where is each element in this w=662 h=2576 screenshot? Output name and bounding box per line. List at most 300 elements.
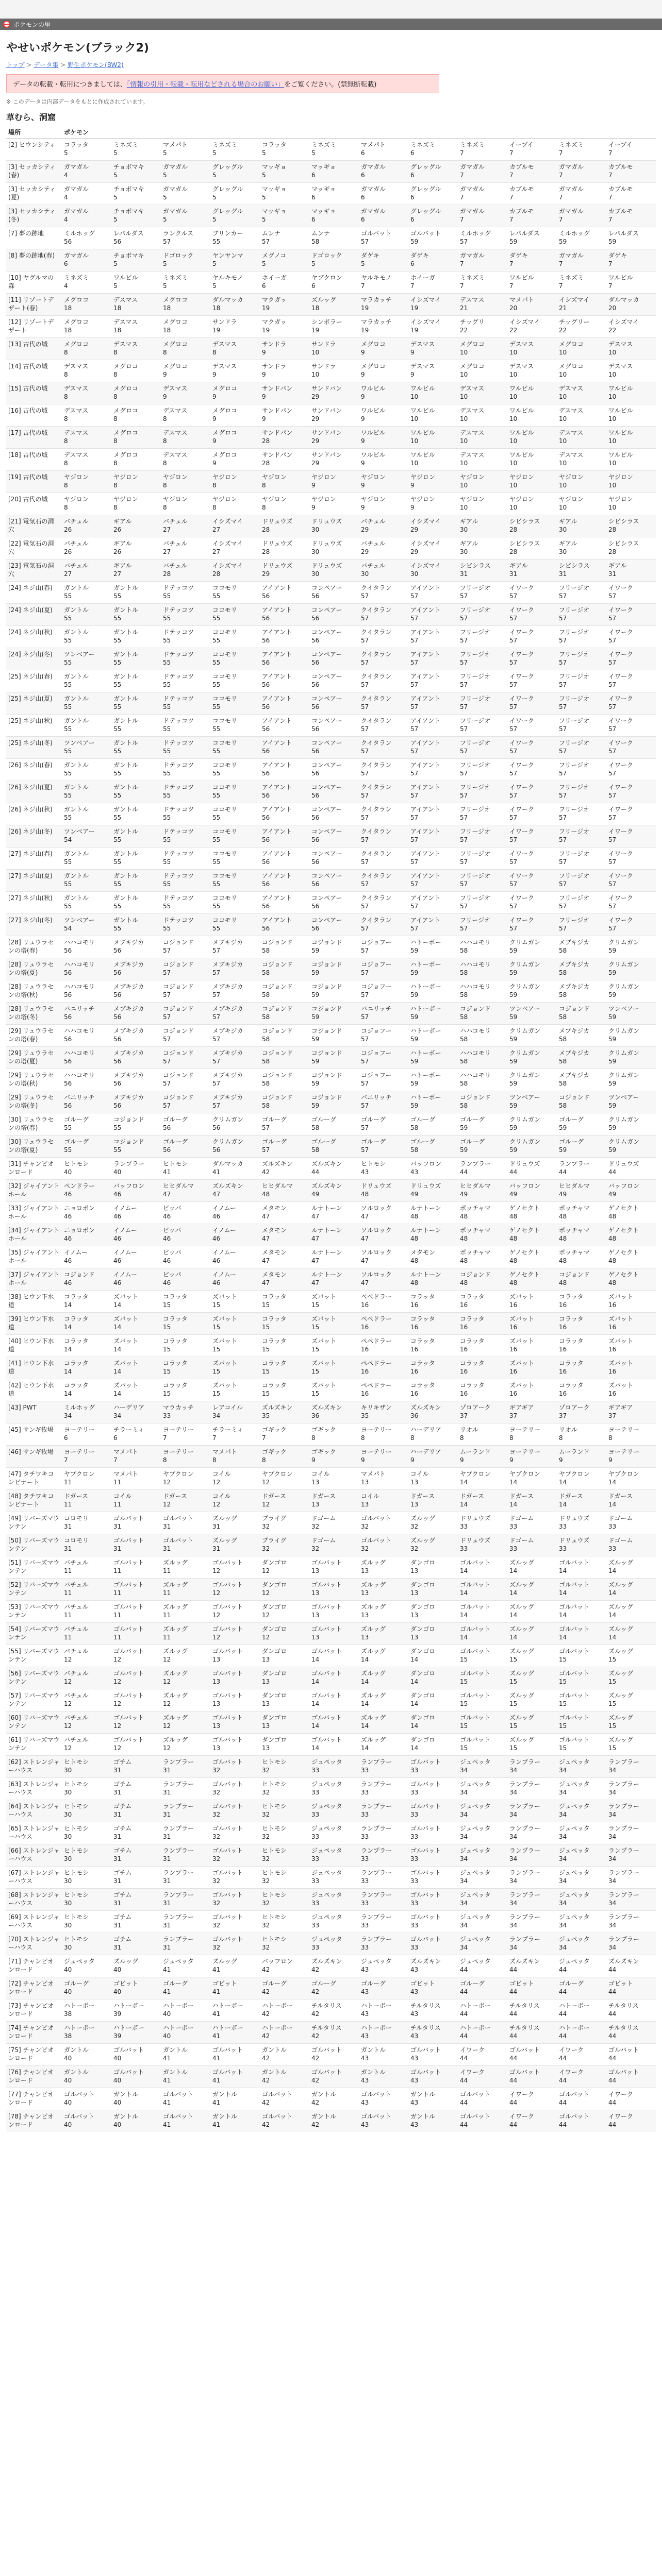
pokemon-name-link[interactable]: ランプラー — [460, 1160, 491, 1167]
pokemon-name-link[interactable]: ドテッコツ — [163, 806, 194, 813]
pokemon-name-link[interactable]: コジョフー — [361, 1049, 392, 1057]
pokemon-name-link[interactable]: ゴルバット — [64, 2091, 95, 2098]
pokemon-name-link[interactable]: メブキジカ — [113, 1027, 144, 1035]
pokemon-name-link[interactable]: ズバット — [212, 1360, 238, 1367]
pokemon-name-link[interactable]: ズバット — [608, 1360, 634, 1367]
pokemon-name-link[interactable]: メブキジカ — [113, 1094, 144, 1101]
pokemon-name-link[interactable]: サンドパン — [311, 451, 342, 459]
pokemon-name-link[interactable]: ゲノセクト — [608, 1249, 639, 1256]
pokemon-name-link[interactable]: コジョンド — [163, 1094, 194, 1101]
pokemon-name-link[interactable]: ダルマッカ — [608, 296, 639, 303]
pokemon-name-link[interactable]: ミネズミ — [460, 141, 485, 148]
pokemon-name-link[interactable]: ニョロボン — [64, 1227, 95, 1234]
pokemon-name-link[interactable]: ゴルバット — [113, 1581, 144, 1588]
pokemon-name-link[interactable]: デスマス — [163, 407, 188, 414]
pokemon-name-link[interactable]: ゴルバット — [410, 1936, 441, 1943]
pokemon-name-link[interactable]: デスマス — [559, 385, 584, 392]
pokemon-name-link[interactable]: デスマス — [64, 363, 89, 370]
pokemon-name-link[interactable]: バチュル — [64, 1603, 89, 1611]
pokemon-name-link[interactable]: コンペアー — [311, 606, 342, 614]
pokemon-name-link[interactable]: ドリュウズ — [311, 540, 342, 547]
breadcrumb-top-link[interactable]: トップ — [6, 61, 25, 69]
pokemon-name-link[interactable]: イシズマイ — [509, 318, 540, 326]
pokemon-name-link[interactable]: ジュペッタ — [559, 1891, 590, 1899]
pokemon-name-link[interactable]: ダンゴロ — [410, 1603, 436, 1611]
pokemon-name-link[interactable]: ヨーテリー — [163, 1426, 194, 1433]
pokemon-name-link[interactable]: ゴルバット — [410, 1913, 441, 1921]
pokemon-name-link[interactable]: ランプラー — [361, 1913, 392, 1921]
pokemon-name-link[interactable]: ルナトーン — [410, 1205, 441, 1212]
pokemon-name-link[interactable]: ズルッグ — [113, 1958, 139, 1965]
pokemon-name-link[interactable]: デスマス — [113, 341, 138, 348]
pokemon-name-link[interactable]: グレッグル — [212, 208, 243, 215]
pokemon-name-link[interactable]: ズルズキン — [311, 1404, 342, 1411]
pokemon-name-link[interactable]: コンペアー — [311, 761, 342, 769]
pokemon-name-link[interactable]: ヤブクロン — [163, 1470, 194, 1478]
pokemon-name-link[interactable]: コラッタ — [262, 1360, 287, 1367]
pokemon-name-link[interactable]: リオル — [460, 1426, 478, 1433]
pokemon-name-link[interactable]: ゴルーグ — [410, 1116, 436, 1123]
pokemon-name-link[interactable]: ズルッグ — [361, 1736, 386, 1743]
pokemon-name-link[interactable]: ランプラー — [509, 1803, 541, 1810]
pokemon-name-link[interactable]: ルナトーン — [311, 1227, 342, 1234]
pokemon-name-link[interactable]: バチュル — [64, 1714, 89, 1721]
pokemon-name-link[interactable]: ゴルバット — [113, 1648, 144, 1655]
pokemon-name-link[interactable]: ヨーテリー — [361, 1426, 392, 1433]
pokemon-name-link[interactable]: ペペドラー — [361, 1360, 392, 1367]
pokemon-name-link[interactable]: メグロコ — [212, 385, 238, 392]
pokemon-name-link[interactable]: クイタラン — [361, 584, 392, 591]
pokemon-name-link[interactable]: メグノコ — [262, 252, 287, 259]
pokemon-name-link[interactable]: バッフロン — [608, 1182, 640, 1190]
pokemon-name-link[interactable]: ランプラー — [163, 1803, 194, 1810]
pokemon-name-link[interactable]: ココモリ — [212, 917, 238, 924]
pokemon-name-link[interactable]: イーブイ — [608, 141, 633, 148]
pokemon-name-link[interactable]: ゲノセクト — [608, 1227, 639, 1234]
pokemon-name-link[interactable]: ジュペッタ — [460, 1803, 491, 1810]
pokemon-name-link[interactable]: プライグ — [262, 1537, 287, 1544]
pokemon-name-link[interactable]: ゴルバット — [212, 1714, 243, 1721]
pokemon-name-link[interactable]: ゲノセクト — [509, 1271, 540, 1278]
pokemon-name-link[interactable]: ポッチャマ — [460, 1205, 491, 1212]
pokemon-name-link[interactable]: ギアギア — [509, 1404, 534, 1411]
pokemon-name-link[interactable]: ツンベアー — [64, 917, 95, 924]
pokemon-name-link[interactable]: ココモリ — [212, 673, 238, 680]
pokemon-name-link[interactable]: ドガース — [163, 1493, 188, 1500]
pokemon-name-link[interactable]: クリムガン — [509, 961, 541, 968]
pokemon-name-link[interactable]: サンドラ — [262, 363, 287, 370]
pokemon-name-link[interactable]: ヒトモシ — [262, 1781, 287, 1788]
pokemon-name-link[interactable]: ゴルバット — [212, 1736, 243, 1743]
pokemon-name-link[interactable]: ゴルバット — [410, 1869, 441, 1876]
pokemon-name-link[interactable]: フリージオ — [460, 717, 491, 724]
pokemon-name-link[interactable]: イワーク — [509, 806, 535, 813]
pokemon-name-link[interactable]: ズルッグ — [361, 1581, 386, 1588]
pokemon-name-link[interactable]: ギアギア — [608, 1404, 633, 1411]
pokemon-name-link[interactable]: フリージオ — [559, 850, 590, 857]
pokemon-name-link[interactable]: ワルビル — [410, 407, 435, 414]
pokemon-name-link[interactable]: コジョンド — [163, 961, 194, 968]
pokemon-name-link[interactable]: ペンドラー — [64, 1182, 95, 1190]
pokemon-name-link[interactable]: ハトーボー — [410, 939, 441, 946]
pokemon-name-link[interactable]: メブキジカ — [113, 983, 144, 990]
pokemon-name-link[interactable]: ゴルバット — [113, 2069, 144, 2076]
pokemon-name-link[interactable]: ワルビル — [410, 429, 435, 436]
pokemon-name-link[interactable]: コジョンド — [559, 1271, 590, 1278]
pokemon-name-link[interactable]: ゴルバット — [311, 1559, 342, 1566]
pokemon-name-link[interactable]: ミネズミ — [460, 274, 485, 281]
pokemon-name-link[interactable]: ハトーボー — [163, 2024, 194, 2031]
pokemon-name-link[interactable]: ゴルバット — [113, 1559, 144, 1566]
pokemon-name-link[interactable]: ゴルーグ — [361, 1138, 386, 1145]
pokemon-name-link[interactable]: ガントル — [311, 2113, 337, 2120]
pokemon-name-link[interactable]: ゴルバット — [212, 1581, 243, 1588]
pokemon-name-link[interactable]: ハハコモリ — [64, 1049, 95, 1057]
pokemon-name-link[interactable]: アイアント — [262, 606, 292, 614]
pokemon-name-link[interactable]: マメパト — [113, 1448, 138, 1455]
pokemon-name-link[interactable]: ソルロック — [361, 1271, 392, 1278]
pokemon-name-link[interactable]: メブキジカ — [212, 1027, 243, 1035]
pokemon-name-link[interactable]: チョボマキ — [113, 252, 144, 259]
pokemon-name-link[interactable]: メブキジカ — [212, 961, 243, 968]
pokemon-name-link[interactable]: ジュペッタ — [311, 1847, 342, 1854]
pokemon-name-link[interactable]: ヤジロン — [113, 496, 138, 503]
pokemon-name-link[interactable]: コジョンド — [163, 939, 194, 946]
pokemon-name-link[interactable]: ゴビット — [608, 1980, 633, 1987]
pokemon-name-link[interactable]: ポッチャマ — [460, 1249, 491, 1256]
pokemon-name-link[interactable]: ドガース — [262, 1493, 287, 1500]
pokemon-name-link[interactable]: ズルッグ — [608, 1736, 634, 1743]
pokemon-name-link[interactable]: ズルッグ — [509, 1670, 535, 1677]
pokemon-name-link[interactable]: チルタリス — [608, 2024, 639, 2031]
pokemon-name-link[interactable]: ゴルバット — [410, 2046, 441, 2054]
pokemon-name-link[interactable]: ドリュウズ — [460, 1515, 491, 1522]
pokemon-name-link[interactable]: シビシラス — [509, 540, 540, 547]
pokemon-name-link[interactable]: ヒトモシ — [64, 1803, 89, 1810]
pokemon-name-link[interactable]: ガントル — [361, 2069, 386, 2076]
pokemon-name-link[interactable]: ズバット — [212, 1337, 238, 1345]
pokemon-name-link[interactable]: ダンゴロ — [262, 1625, 287, 1633]
pokemon-name-link[interactable]: ハハコモリ — [460, 1027, 491, 1035]
pokemon-name-link[interactable]: ドテッコツ — [163, 850, 194, 857]
pokemon-name-link[interactable]: サンドパン — [262, 451, 293, 459]
pokemon-name-link[interactable]: ズルッグ — [163, 1625, 188, 1633]
pokemon-name-link[interactable]: メブキジカ — [559, 961, 590, 968]
pokemon-name-link[interactable]: ココモリ — [212, 584, 238, 591]
pokemon-name-link[interactable]: ヒトモシ — [262, 1758, 287, 1766]
pokemon-name-link[interactable]: ヒトモシ — [262, 1803, 287, 1810]
pokemon-name-link[interactable]: ダゲキ — [361, 252, 380, 259]
pokemon-name-link[interactable]: ミルホッグ — [460, 230, 491, 237]
pokemon-name-link[interactable]: ガマガル — [163, 163, 188, 171]
pokemon-name-link[interactable]: ココモリ — [212, 695, 238, 702]
pokemon-name-link[interactable]: ワルビル — [410, 385, 435, 392]
pokemon-name-link[interactable]: ヤジロン — [608, 496, 633, 503]
pokemon-name-link[interactable]: メブキジカ — [212, 1072, 243, 1079]
pokemon-name-link[interactable]: ドゴーム — [509, 1537, 534, 1544]
pokemon-name-link[interactable]: ハトーボー — [559, 2002, 590, 2009]
pokemon-name-link[interactable]: ズルッグ — [361, 1648, 386, 1655]
pokemon-name-link[interactable]: メグロコ — [163, 363, 188, 370]
pokemon-name-link[interactable]: グレッグル — [212, 163, 243, 171]
pokemon-name-link[interactable]: ドゴロック — [311, 252, 342, 259]
pokemon-name-link[interactable]: ゴルバット — [262, 2113, 293, 2120]
pokemon-name-link[interactable]: ツンベアー — [608, 1005, 639, 1012]
pokemon-name-link[interactable]: クリムガン — [509, 1027, 541, 1035]
pokemon-name-link[interactable]: ドリュウズ — [460, 1537, 491, 1544]
pokemon-name-link[interactable]: ツンベアー — [509, 1094, 540, 1101]
pokemon-name-link[interactable]: ミネズミ — [64, 274, 89, 281]
pokemon-name-link[interactable]: クリムガン — [212, 1116, 244, 1123]
pokemon-name-link[interactable]: ゴチム — [113, 1891, 132, 1899]
pokemon-name-link[interactable]: ガントル — [64, 2046, 89, 2054]
pokemon-name-link[interactable]: ドゴーム — [608, 1537, 633, 1544]
pokemon-name-link[interactable]: ガマガル — [361, 163, 386, 171]
pokemon-name-link[interactable]: フリージオ — [460, 828, 491, 835]
pokemon-name-link[interactable]: ワルビル — [361, 429, 386, 436]
pokemon-name-link[interactable]: ハーデリア — [113, 1404, 145, 1411]
pokemon-name-link[interactable]: ランプラー — [608, 1913, 640, 1921]
pokemon-name-link[interactable]: フリージオ — [559, 872, 590, 879]
pokemon-name-link[interactable]: ギアル — [608, 562, 627, 569]
pokemon-name-link[interactable]: ランプラー — [559, 1160, 590, 1167]
pokemon-name-link[interactable]: ズルッグ — [163, 1603, 188, 1611]
pokemon-name-link[interactable]: ニョロボン — [64, 1205, 95, 1212]
pokemon-name-link[interactable]: ゴビット — [410, 1980, 435, 1987]
pokemon-name-link[interactable]: ヤジロン — [410, 473, 435, 481]
pokemon-name-link[interactable]: クリムガン — [509, 1138, 541, 1145]
pokemon-name-link[interactable]: ドリュウズ — [262, 518, 293, 525]
pokemon-name-link[interactable]: ヤブクロン — [509, 1470, 540, 1478]
pokemon-name-link[interactable]: カブルモ — [509, 208, 534, 215]
pokemon-name-link[interactable]: ダンゴロ — [410, 1625, 436, 1633]
pokemon-name-link[interactable]: イワーク — [608, 894, 634, 902]
pokemon-name-link[interactable]: コジョンド — [163, 983, 194, 990]
pokemon-name-link[interactable]: アイアント — [262, 917, 292, 924]
pokemon-name-link[interactable]: ダンゴロ — [262, 1692, 287, 1699]
pokemon-name-link[interactable]: カブルモ — [608, 208, 633, 215]
pokemon-name-link[interactable]: ゴルーグ — [559, 1116, 584, 1123]
pokemon-name-link[interactable]: コラッタ — [410, 1337, 435, 1345]
pokemon-name-link[interactable]: バチュル — [64, 1692, 89, 1699]
pokemon-name-link[interactable]: ゴルバット — [559, 1559, 590, 1566]
pokemon-name-link[interactable]: フリージオ — [460, 872, 491, 879]
pokemon-name-link[interactable]: ズバット — [113, 1382, 139, 1389]
pokemon-name-link[interactable]: イノムー — [64, 1249, 88, 1256]
pokemon-name-link[interactable]: アイアント — [262, 761, 292, 769]
pokemon-name-link[interactable]: マラカッチ — [361, 296, 392, 303]
pokemon-name-link[interactable]: ズルッグ — [509, 1603, 535, 1611]
pokemon-name-link[interactable]: イノムー — [212, 1227, 236, 1234]
pokemon-name-link[interactable]: メグロコ — [64, 318, 89, 326]
pokemon-name-link[interactable]: イワーク — [608, 651, 634, 658]
pokemon-name-link[interactable]: メブキジカ — [212, 1005, 243, 1012]
pokemon-name-link[interactable]: ガマガル — [361, 208, 386, 215]
pokemon-name-link[interactable]: ジュペッタ — [311, 1825, 342, 1832]
pokemon-name-link[interactable]: ゴルバット — [212, 1825, 243, 1832]
pokemon-name-link[interactable]: ゴルバット — [559, 1736, 590, 1743]
pokemon-name-link[interactable]: ミルホッグ — [64, 230, 95, 237]
pokemon-name-link[interactable]: コジョンド — [559, 1094, 590, 1101]
pokemon-name-link[interactable]: ガントル — [64, 717, 89, 724]
pokemon-name-link[interactable]: コラッタ — [64, 141, 89, 148]
pokemon-name-link[interactable]: ガマガル — [559, 208, 584, 215]
pokemon-name-link[interactable]: メブキジカ — [113, 1005, 144, 1012]
pokemon-name-link[interactable]: コジョンド — [460, 1271, 491, 1278]
pokemon-name-link[interactable]: マメパト — [163, 141, 188, 148]
pokemon-name-link[interactable]: メブキジカ — [559, 939, 590, 946]
pokemon-name-link[interactable]: ゴチム — [113, 1825, 132, 1832]
pokemon-name-link[interactable]: コジョフー — [361, 983, 392, 990]
pokemon-name-link[interactable]: ココモリ — [212, 739, 238, 747]
pokemon-name-link[interactable]: ヤジロン — [113, 473, 138, 481]
pokemon-name-link[interactable]: マメパト — [212, 1448, 237, 1455]
pokemon-name-link[interactable]: ヒトモシ — [163, 1160, 188, 1167]
pokemon-name-link[interactable]: マメパト — [509, 296, 534, 303]
pokemon-name-link[interactable]: ゴルバット — [460, 2113, 491, 2120]
pokemon-name-link[interactable]: アイアント — [410, 695, 441, 702]
pokemon-name-link[interactable]: シビシラス — [559, 562, 590, 569]
pokemon-name-link[interactable]: アイアント — [262, 872, 292, 879]
pokemon-name-link[interactable]: サンドパン — [262, 429, 293, 436]
pokemon-name-link[interactable]: ガントル — [262, 2069, 287, 2076]
pokemon-name-link[interactable]: クリムガン — [509, 939, 541, 946]
pokemon-name-link[interactable]: レパルダス — [113, 230, 144, 237]
pokemon-name-link[interactable]: バニリッチ — [361, 1005, 392, 1012]
pokemon-name-link[interactable]: アイアント — [262, 695, 292, 702]
pokemon-name-link[interactable]: コンペアー — [311, 872, 342, 879]
pokemon-name-link[interactable]: ミネズミ — [559, 141, 584, 148]
pokemon-name-link[interactable]: ツンベアー — [64, 739, 95, 747]
pokemon-name-link[interactable]: クイタラン — [361, 894, 392, 902]
pokemon-name-link[interactable]: ゴルバット — [212, 1648, 243, 1655]
pokemon-name-link[interactable]: ヨーテリー — [64, 1426, 95, 1433]
pokemon-name-link[interactable]: ズルズキン — [410, 1958, 441, 1965]
pokemon-name-link[interactable]: ルナトーン — [410, 1227, 441, 1234]
pokemon-name-link[interactable]: シビシラス — [509, 518, 540, 525]
pokemon-name-link[interactable]: ハトーボー — [559, 2024, 590, 2031]
pokemon-name-link[interactable]: ガントル — [163, 2046, 188, 2054]
pokemon-name-link[interactable]: ドリュウズ — [410, 1182, 441, 1190]
pokemon-name-link[interactable]: ガントル — [64, 850, 89, 857]
site-name-link[interactable]: ポケモンの里 — [13, 21, 51, 28]
pokemon-name-link[interactable]: ヤジロン — [460, 496, 485, 503]
pokemon-name-link[interactable]: アイアント — [262, 806, 292, 813]
pokemon-name-link[interactable]: ガントル — [361, 2046, 386, 2054]
pokemon-name-link[interactable]: アイアント — [410, 917, 441, 924]
pokemon-name-link[interactable]: ダルマッカ — [212, 296, 243, 303]
pokemon-name-link[interactable]: ヒトモシ — [262, 1913, 287, 1921]
pokemon-name-link[interactable]: アイアント — [410, 717, 441, 724]
pokemon-name-link[interactable]: フリージオ — [460, 761, 491, 769]
pokemon-name-link[interactable]: ヨーテリー — [163, 1448, 194, 1455]
pokemon-name-link[interactable]: イノムー — [212, 1205, 236, 1212]
pokemon-name-link[interactable]: クイタラン — [361, 806, 392, 813]
pokemon-name-link[interactable]: ズルッグ — [509, 1714, 535, 1721]
pokemon-name-link[interactable]: ゴルバット — [410, 1825, 441, 1832]
pokemon-name-link[interactable]: デスマス — [163, 385, 188, 392]
pokemon-name-link[interactable]: ダンゴロ — [262, 1581, 287, 1588]
pokemon-name-link[interactable]: フリージオ — [460, 673, 491, 680]
pokemon-name-link[interactable]: ゴルーグ — [163, 1116, 188, 1123]
pokemon-name-link[interactable]: フリージオ — [460, 739, 491, 747]
pokemon-name-link[interactable]: ズバット — [509, 1382, 535, 1389]
pokemon-name-link[interactable]: ドゴーム — [311, 1515, 336, 1522]
pokemon-name-link[interactable]: イノムー — [212, 1249, 236, 1256]
pokemon-name-link[interactable]: クイタラン — [361, 784, 392, 791]
pokemon-name-link[interactable]: フリージオ — [460, 784, 491, 791]
pokemon-name-link[interactable]: ガントル — [113, 717, 139, 724]
pokemon-name-link[interactable]: コンペアー — [311, 894, 342, 902]
pokemon-name-link[interactable]: フリージオ — [559, 761, 590, 769]
pokemon-name-link[interactable]: ワルビル — [509, 429, 534, 436]
pokemon-name-link[interactable]: メタモン — [410, 1249, 436, 1256]
pokemon-name-link[interactable]: ヤジロン — [262, 473, 287, 481]
pokemon-name-link[interactable]: メタモン — [262, 1271, 287, 1278]
pokemon-name-link[interactable]: ランプラー — [608, 1825, 640, 1832]
pokemon-name-link[interactable]: ランプラー — [608, 1758, 640, 1766]
pokemon-name-link[interactable]: ゴルバット — [559, 2113, 590, 2120]
pokemon-name-link[interactable]: コジョンド — [262, 1049, 293, 1057]
pokemon-name-link[interactable]: ルナトーン — [311, 1205, 342, 1212]
pokemon-name-link[interactable]: ゴルバット — [410, 1891, 441, 1899]
pokemon-name-link[interactable]: ゴルバット — [163, 1537, 194, 1544]
pokemon-name-link[interactable]: ゴルバット — [460, 1692, 491, 1699]
pokemon-name-link[interactable]: コジョンド — [311, 1005, 342, 1012]
pokemon-name-link[interactable]: バチュル — [64, 1670, 89, 1677]
pokemon-name-link[interactable]: ズバット — [608, 1315, 634, 1323]
pokemon-name-link[interactable]: コラッタ — [262, 1382, 287, 1389]
pokemon-name-link[interactable]: クリムガン — [608, 983, 640, 990]
pokemon-name-link[interactable]: バニリッチ — [64, 1094, 95, 1101]
pokemon-name-link[interactable]: フリージオ — [559, 629, 590, 636]
pokemon-name-link[interactable]: ズルッグ — [608, 1603, 634, 1611]
pokemon-name-link[interactable]: ドテッコツ — [163, 761, 194, 769]
pokemon-name-link[interactable]: ミルホッグ — [64, 1404, 95, 1411]
pokemon-name-link[interactable]: ヨーテリー — [64, 1448, 95, 1455]
pokemon-name-link[interactable]: ココモリ — [212, 806, 238, 813]
pokemon-name-link[interactable]: アイアント — [410, 894, 441, 902]
pokemon-name-link[interactable]: ガントル — [64, 584, 89, 591]
pokemon-name-link[interactable]: ダゲキ — [410, 252, 429, 259]
pokemon-name-link[interactable]: ドガース — [509, 1493, 534, 1500]
pokemon-name-link[interactable]: マッギョ — [262, 185, 287, 193]
pokemon-name-link[interactable]: ジュペッタ — [460, 1847, 491, 1854]
pokemon-name-link[interactable]: ダンゴロ — [410, 1692, 436, 1699]
pokemon-name-link[interactable]: ゴチム — [113, 1936, 132, 1943]
pokemon-name-link[interactable]: ガントル — [113, 894, 139, 902]
pokemon-name-link[interactable]: ランプラー — [608, 1847, 640, 1854]
pokemon-name-link[interactable]: ドガース — [559, 1493, 584, 1500]
pokemon-name-link[interactable]: ゴルバット — [460, 1736, 491, 1743]
pokemon-name-link[interactable]: イノムー — [113, 1205, 137, 1212]
pokemon-name-link[interactable]: デスマス — [559, 407, 584, 414]
pokemon-name-link[interactable]: メグロコ — [163, 341, 188, 348]
pokemon-name-link[interactable]: コラッタ — [460, 1382, 485, 1389]
pokemon-name-link[interactable]: ズルッグ — [163, 1714, 188, 1721]
pokemon-name-link[interactable]: ドテッコツ — [163, 606, 194, 614]
pokemon-name-link[interactable]: ヒトモシ — [262, 1891, 287, 1899]
pokemon-name-link[interactable]: ズルッグ — [163, 1670, 188, 1677]
pokemon-name-link[interactable]: メブキジカ — [113, 1049, 144, 1057]
pokemon-name-link[interactable]: フリージオ — [559, 673, 590, 680]
pokemon-name-link[interactable]: ゴルーグ — [163, 1980, 188, 1987]
pokemon-name-link[interactable]: ズルッグ — [509, 1581, 535, 1588]
pokemon-name-link[interactable]: メグロコ — [113, 407, 139, 414]
pokemon-name-link[interactable]: ガマガル — [460, 185, 485, 193]
pokemon-name-link[interactable]: ズルッグ — [163, 1581, 188, 1588]
pokemon-name-link[interactable]: ガントル — [113, 584, 139, 591]
